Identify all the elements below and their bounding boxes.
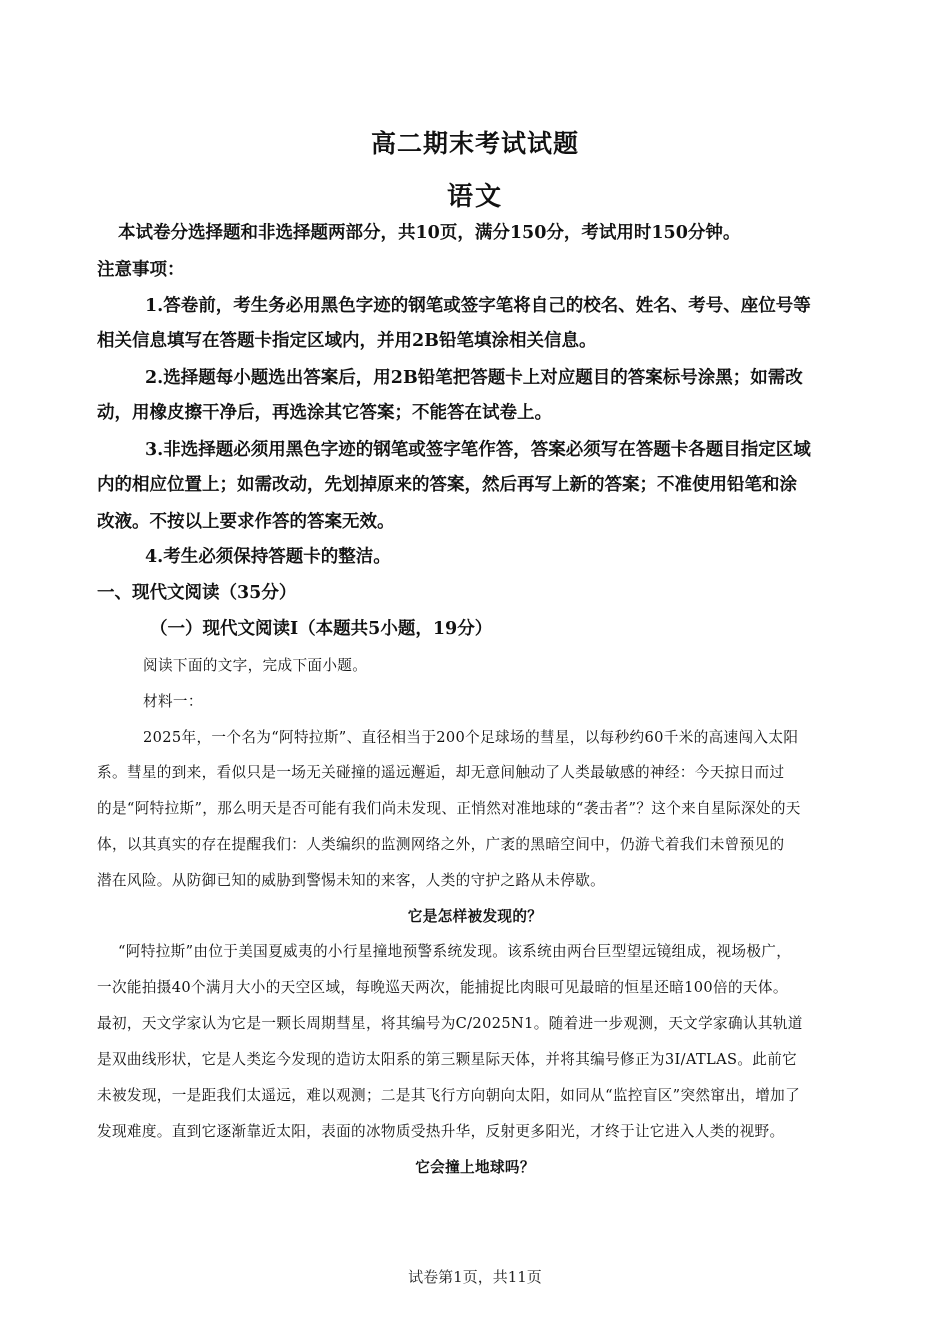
section-subheading: （一）现代文阅读I（本题共5小题，19分） [150,619,493,639]
notice-line: 2.选择题每小题选出答案后，用2B铅笔把答题卡上对应题目的答案标号涂黑；如需改 [145,368,803,388]
notice-line: 1.答卷前，考生务必用黑色字迹的钢笔或签字笔将自己的校名、姓名、考号、座位号等 [145,296,811,316]
section-heading: 一、现代文阅读（35分） [97,583,297,603]
passage-line: 系。彗星的到来，看似只是一场无关碰撞的遥远邂逅，却无意间触动了人类最敏感的神经：今天掠日而过 [97,764,785,781]
notice-line: 相关信息填写在答题卡指定区域内，并用2B铅笔填涂相关信息。 [97,331,597,351]
notice-line: 改液。不按以上要求作答的答案无效。 [97,512,395,532]
passage-line: 的是“阿特拉斯”，那么明天是否可能有我们尚未发现、正悄然对准地球的“袭击者”？这个来自星际深处的天 [97,800,801,817]
passage-line: 体，以其真实的存在提醒我们：人类编织的监测网络之外，广袤的黑暗空间中，仍游弋着我们未曾预见的 [97,836,785,853]
passage-subheading: 它会撞上地球吗？ [415,1159,535,1176]
material-label: 材料一： [143,693,203,710]
notice-line: 3.非选择题必须用黑色字迹的钢笔或签字笔作答，答案必须写在答题卡各题目指定区域 [145,440,811,460]
passage-line: 2025年，一个名为“阿特拉斯”、直径相当于200个足球场的彗星，以每秒约60千米的高速闯入太阳 [143,729,799,746]
passage-line: 最初，天文学家认为它是一颗长周期彗星，将其编号为C/2025N1。随着进一步观测，天文学家确认其轨道 [97,1015,803,1032]
passage-line: “阿特拉斯”由位于美国夏威夷的小行星撞地预警系统发现。该系统由两台巨型望远镜组成，视场极广， [118,943,792,960]
notice-line: 动，用橡皮擦干净后，再选涂其它答案；不能答在试卷上。 [97,403,552,423]
exam-title: 高二期末考试试题 [370,129,579,158]
exam-subject: 语文 [446,182,503,212]
passage-line: 发现难度。直到它逐渐靠近太阳，表面的冰物质受热升华，反射更多阳光，才终于让它进入人类的视野。 [97,1123,785,1140]
notice-line: 内的相应位置上；如需改动，先划掉原来的答案，然后再写上新的答案；不准使用铅笔和涂 [97,475,797,495]
notice-heading: 注意事项： [97,260,185,280]
page-footer: 试卷第1页，共11页 [408,1268,542,1286]
passage-subheading: 它是怎样被发现的？ [407,908,543,925]
notice-line: 4.考生必须保持答题卡的整洁。 [145,547,391,567]
passage-line: 一次能拍摄40个满月大小的天空区域，每晚巡天两次，能捕捉比肉眼可见最暗的恒星还暗100倍的天体。 [97,979,788,996]
exam-intro: 本试卷分选择题和非选择题两部分，共10页，满分150分，考试用时150分钟。 [118,223,741,243]
passage-line: 未被发现，一是距我们太遥远，难以观测；二是其飞行方向朝向太阳，如同从“监控盲区”突然窜出，增加了 [97,1087,801,1104]
reading-instruction: 阅读下面的文字，完成下面小题。 [143,657,368,674]
passage-line: 潜在风险。从防御已知的威胁到警惕未知的来客，人类的守护之路从未停歇。 [97,872,606,889]
passage-line: 是双曲线形状，它是人类迄今发现的造访太阳系的第三颗星际天体，并将其编号修正为3I/ATLAS。此前它 [97,1051,798,1068]
